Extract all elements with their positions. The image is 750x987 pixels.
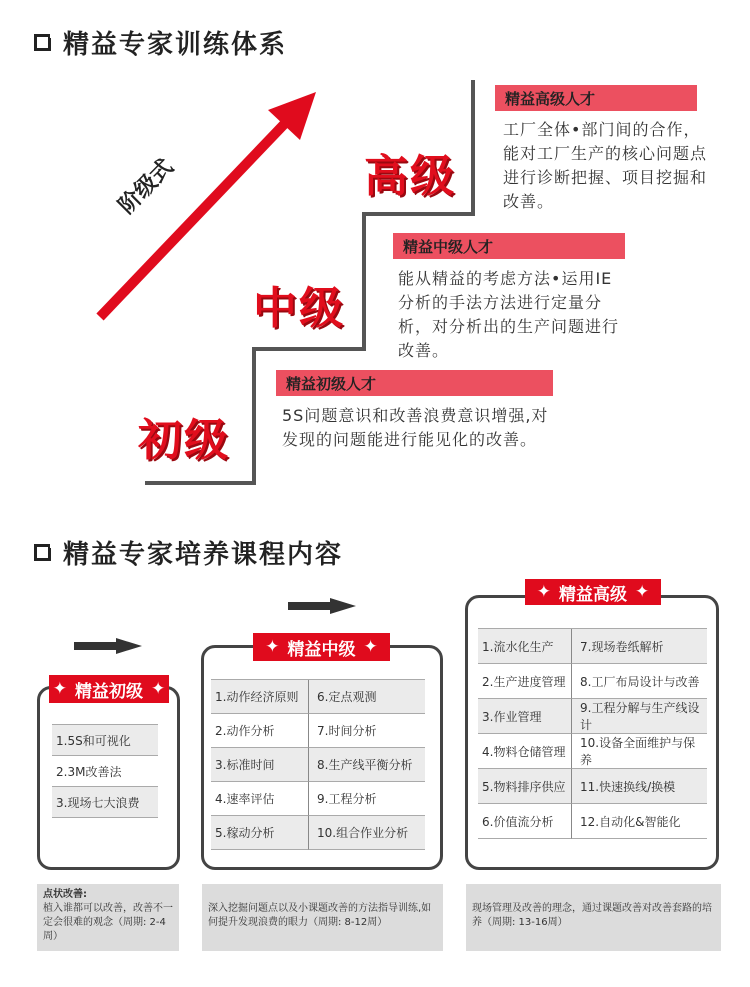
sparkle-icon: ✦ bbox=[52, 679, 67, 699]
course-item: 3.现场七大浪费 bbox=[52, 787, 158, 818]
desc-beginner: 5S问题意识和改善浪费意识增强,对发现的问题能进行能见化的改善。 bbox=[282, 406, 549, 449]
label-text: 精益中级 bbox=[287, 639, 356, 660]
section-title-course-content bbox=[34, 534, 343, 571]
note-title: 点状改善: bbox=[43, 889, 87, 900]
sparkle-icon: ✦ bbox=[151, 679, 166, 699]
right-arrow-icon bbox=[288, 598, 356, 614]
sparkle-icon: ✦ bbox=[635, 582, 650, 602]
course-item: 7.时间分析 bbox=[308, 714, 425, 748]
desc-intermediate: 能从精益的考虑方法•运用IE分析的手法方法进行定量分析，对分析出的生产问题进行改善。 bbox=[398, 269, 620, 360]
tag-beginner: 精益初级人才 bbox=[276, 370, 553, 396]
arrow-label: 阶级式 bbox=[113, 154, 179, 220]
course-item: 12.自动化&智能化 bbox=[571, 804, 707, 839]
sparkle-icon: ✦ bbox=[363, 637, 378, 657]
course-label-intermediate bbox=[253, 633, 390, 661]
label-text: 精益高级 bbox=[559, 584, 627, 605]
course-item: 10.组合作业分析 bbox=[308, 816, 425, 850]
note-advanced bbox=[466, 884, 721, 951]
level-beginner: 初级 bbox=[138, 415, 230, 466]
course-item: 6.定点观测 bbox=[308, 680, 425, 714]
course-item: 3.作业管理 bbox=[478, 699, 571, 734]
course-item: 1.5S和可视化 bbox=[52, 725, 158, 756]
course-item: 4.速率评估 bbox=[211, 782, 308, 816]
note-intermediate bbox=[202, 884, 443, 951]
sparkle-icon: ✦ bbox=[536, 582, 551, 602]
course-item: 2.动作分析 bbox=[211, 714, 308, 748]
note-beginner bbox=[37, 884, 179, 951]
course-item: 7.现场卷纸解析 bbox=[571, 629, 707, 664]
note-text: 现场管理及改善的理念，通过课题改善对改善套路的培养（周期: 13-16周） bbox=[472, 903, 712, 928]
course-table-beginner bbox=[52, 724, 158, 818]
tag-intermediate: 精益中级人才 bbox=[393, 233, 625, 259]
course-item: 4.物料仓储管理 bbox=[478, 734, 571, 769]
course-table-advanced bbox=[478, 628, 707, 839]
sparkle-icon: ✦ bbox=[265, 637, 280, 657]
note-text: 深入挖掘问题点以及小课题改善的方法指导训练,如何提升发现浪费的眼力（周期: 8-12周） bbox=[208, 903, 432, 928]
course-item: 2.生产进度管理 bbox=[478, 664, 571, 699]
label-text: 精益初级 bbox=[75, 681, 143, 702]
title-text: 精益专家培养课程内容 bbox=[63, 540, 344, 570]
course-item: 1.动作经济原则 bbox=[211, 680, 308, 714]
course-item: 1.流水化生产 bbox=[478, 629, 571, 664]
right-arrow-icon bbox=[74, 638, 142, 654]
course-label-advanced bbox=[525, 579, 661, 605]
course-item: 2.3M改善法 bbox=[52, 756, 158, 787]
course-item: 11.快速换线/换模 bbox=[571, 769, 707, 804]
course-item: 8.工厂布局设计与改善 bbox=[571, 664, 707, 699]
tag-advanced: 精益高级人才 bbox=[495, 85, 697, 111]
checkbox-square-icon bbox=[34, 544, 51, 561]
level-advanced: 高级 bbox=[364, 151, 456, 202]
course-table-intermediate bbox=[211, 679, 425, 850]
level-intermediate: 中级 bbox=[253, 283, 345, 334]
desc-advanced: 工厂全体•部门间的合作，能对工厂生产的核心问题点进行诊断把握、项目挖掘和改善。 bbox=[503, 120, 708, 211]
title-text: 精益专家训练体系 bbox=[63, 30, 288, 60]
course-item: 5.物料排序供应 bbox=[478, 769, 571, 804]
course-item: 9.工程分解与生产线设计 bbox=[571, 699, 707, 734]
course-item: 6.价值流分析 bbox=[478, 804, 571, 839]
note-text: 植入谁都可以改善，改善不一定会很难的观念（周期: 2-4周） bbox=[43, 903, 173, 942]
course-item: 9.工程分析 bbox=[308, 782, 425, 816]
course-label-beginner bbox=[49, 675, 169, 703]
course-item: 3.标准时间 bbox=[211, 748, 308, 782]
course-item: 8.生产线平衡分析 bbox=[308, 748, 425, 782]
course-item: 5.稼动分析 bbox=[211, 816, 308, 850]
course-item: 10.设备全面维护与保养 bbox=[571, 734, 707, 769]
